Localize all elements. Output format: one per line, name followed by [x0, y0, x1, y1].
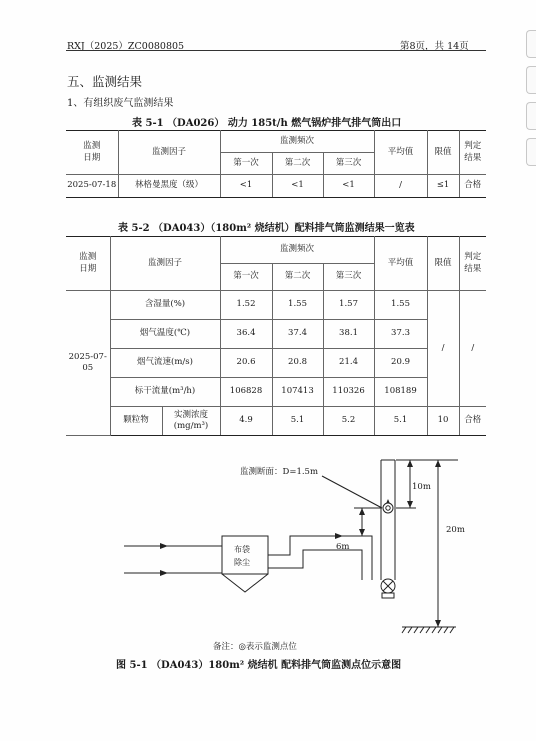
page-edge-marker [526, 30, 536, 58]
stack-schematic-diagram [100, 452, 470, 638]
table2-cell: 1.55 [272, 291, 323, 320]
figure-caption: 图 5-1 （DA043）180m² 烧结机 配料排气筒监测点位示意图 [116, 660, 402, 671]
table1-header-run3: 第三次 [323, 153, 374, 175]
table2-pm-name: 颗粒物 [110, 407, 162, 436]
table2-caption: 表 5-2 （DA043）（180m² 烧结机）配料排气筒监测结果一览表 [118, 223, 415, 234]
table2-cell: 37.4 [272, 320, 323, 349]
table2-header-run3: 第三次 [323, 264, 374, 291]
doc-number: RXJ（2025）ZC0080805 [67, 41, 185, 52]
table2-date: 2025-07-05 [66, 291, 110, 436]
table2-header-run1: 第一次 [220, 264, 272, 291]
table2-cell: 20.6 [220, 349, 272, 378]
table2-header-limit: 限值 [427, 237, 459, 291]
table2-cell: 5.1 [374, 407, 427, 436]
table1-header-limit: 限值 [427, 131, 459, 175]
table2 [66, 236, 486, 436]
page-edge-marker [526, 138, 536, 166]
table2-header-judgement: 判定 结果 [459, 237, 486, 291]
table2-cell: 20.8 [272, 349, 323, 378]
table1-caption: 表 5-1 （DA026） 动力 185t/h 燃气锅炉排气排气筒出口 [132, 118, 402, 129]
table2-cell: 37.3 [374, 320, 427, 349]
table1-run3: <1 [323, 175, 374, 198]
monitoring-point-icon [383, 503, 393, 513]
page-number: 第8页，共 14页 [400, 41, 469, 52]
table2-pm-judgement: 合格 [459, 407, 486, 436]
table2-header-date: 监测 日期 [66, 237, 110, 291]
table1-date: 2025-07-18 [66, 175, 118, 198]
table2-cell: 38.1 [323, 320, 374, 349]
table-row [66, 291, 486, 320]
table1-header-factor: 监测因子 [118, 131, 220, 175]
dim-20m-label: 20m [446, 525, 465, 535]
table-row [66, 378, 486, 407]
table1-header-average: 平均值 [374, 131, 427, 175]
dim-10m-label: 10m [412, 482, 431, 492]
table1-header-date: 监测 日期 [66, 131, 118, 175]
table2-cell: 1.52 [220, 291, 272, 320]
page-edge-marker [526, 66, 536, 94]
table2-pm-param: 实测浓度 (mg/m³) [162, 407, 220, 436]
header-rule [66, 50, 486, 51]
table1-header-frequency: 监测频次 [220, 131, 374, 153]
table-row [66, 175, 486, 198]
table2-cell: 5.2 [323, 407, 374, 436]
table2-cell: 36.4 [220, 320, 272, 349]
table2-limit-merged: / [427, 291, 459, 407]
table2-factor-velocity: 烟气流速(m/s) [110, 349, 220, 378]
table2-pm-limit: 10 [427, 407, 459, 436]
subsection-title: 1、有组织废气监测结果 [67, 98, 174, 109]
table2-cell: 107413 [272, 378, 323, 407]
dim-6m-label: 6m [336, 542, 350, 552]
table1-average: / [374, 175, 427, 198]
table2-cell: 106828 [220, 378, 272, 407]
table1-judgement: 合格 [459, 175, 486, 198]
table2-cell: 4.9 [220, 407, 272, 436]
monitoring-section-label: 监测断面：D=1.5m [240, 467, 319, 477]
table2-factor-flow: 标干流量(m³/h) [110, 378, 220, 407]
table1-header-run1: 第一次 [220, 153, 272, 175]
table2-cell: 5.1 [272, 407, 323, 436]
table2-cell: 20.9 [374, 349, 427, 378]
table-row [66, 407, 486, 436]
table2-header-run2: 第二次 [272, 264, 323, 291]
bag-filter-label-2: 除尘 [234, 558, 250, 567]
table2-factor-temperature: 烟气温度(℃) [110, 320, 220, 349]
table2-cell: 21.4 [323, 349, 374, 378]
table2-judgement-merged: / [459, 291, 486, 407]
table1-header-judgement: 判定 结果 [459, 131, 486, 175]
table-row [66, 349, 486, 378]
table2-header-factor: 监测因子 [110, 237, 220, 291]
figure-note: 备注：◎表示监测点位 [213, 642, 297, 652]
table2-cell: 1.57 [323, 291, 374, 320]
table2-header-frequency: 监测频次 [220, 237, 374, 264]
table1-run2: <1 [272, 175, 323, 198]
table2-header-average: 平均值 [374, 237, 427, 291]
table-row [66, 320, 486, 349]
table1-limit: ≤1 [427, 175, 459, 198]
bag-filter-label-1: 布袋 [234, 545, 250, 554]
table1-factor: 林格曼黑度（级） [118, 175, 220, 198]
table2-cell: 108189 [374, 378, 427, 407]
table2-factor-moisture: 含湿量(%) [110, 291, 220, 320]
table1-header-run2: 第二次 [272, 153, 323, 175]
page-edge-marker [526, 102, 536, 130]
table1 [66, 130, 486, 198]
section-title: 五、监测结果 [67, 74, 143, 89]
table2-cell: 110326 [323, 378, 374, 407]
table2-cell: 1.55 [374, 291, 427, 320]
table1-run1: <1 [220, 175, 272, 198]
